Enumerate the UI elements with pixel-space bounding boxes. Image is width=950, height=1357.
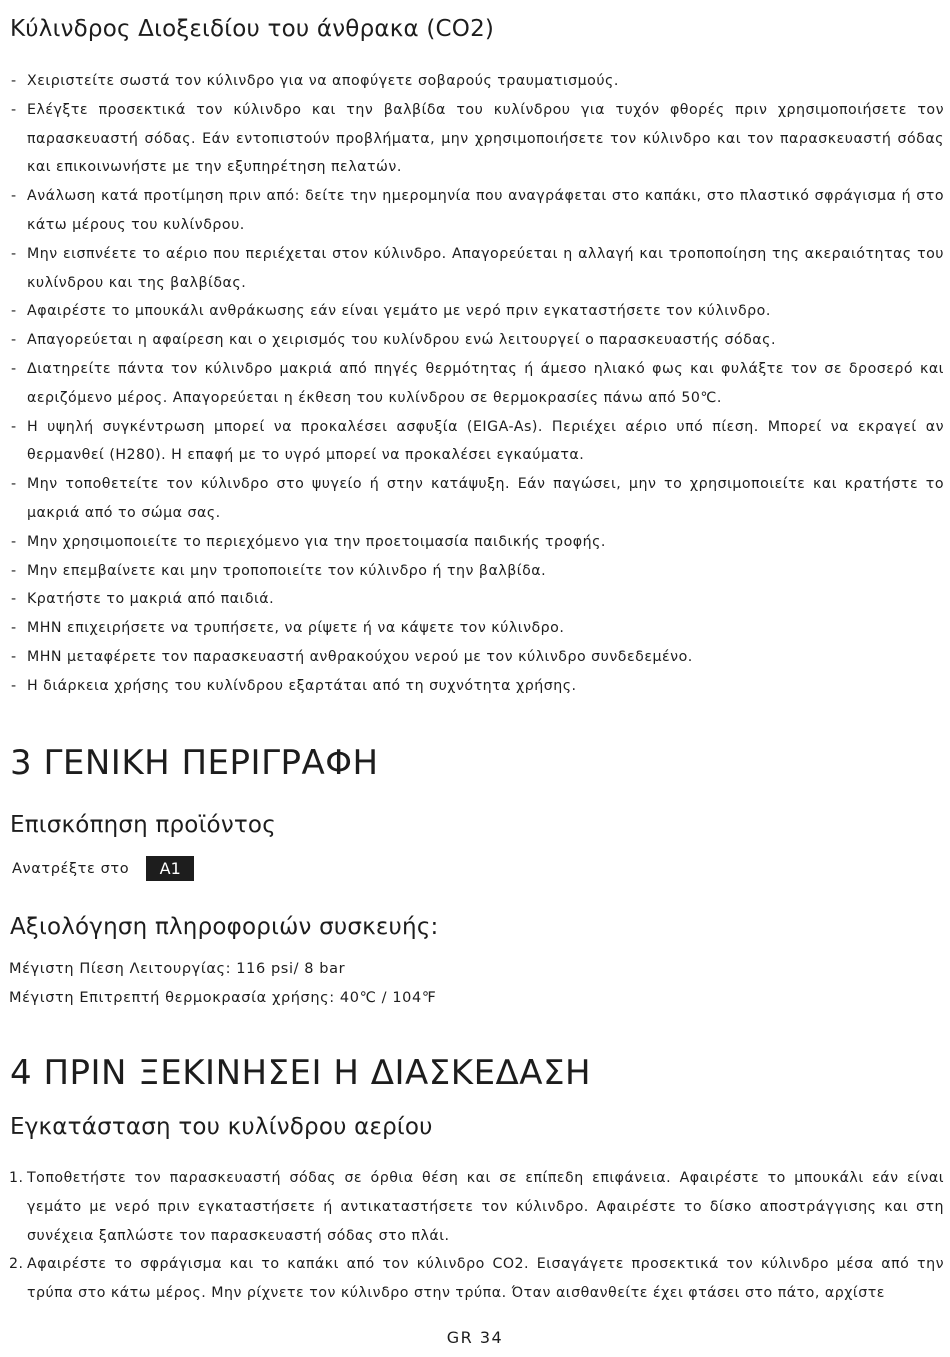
list-item: - Διατηρείτε πάντα τον κύλινδρο μακριά από πηγές θερμότητας ή άμεσο ηλιακό φως και φυλάξτε τον σε δροσερό και αεριζόμενο μέρος. Απαγορεύεται η έκθεση του κυλίνδρου σε θερμοκρασίες πάνω από 50℃. bbox=[10, 355, 944, 413]
spec-max-pressure: Μέγιστη Πίεση Λειτουργίας: 116 psi/ 8 bar bbox=[9, 961, 346, 977]
cylinder-safety-list bbox=[10, 67, 944, 701]
list-item: - Μην επεμβαίνετε και μην τροποποιείτε τον κύλινδρο ή την βαλβίδα. bbox=[10, 557, 944, 586]
refer-label: Ανατρέξτε στο bbox=[12, 860, 130, 877]
list-item: - Απαγορεύεται η αφαίρεση και ο χειρισμός του κυλίνδρου ενώ λειτουργεί ο παρασκευαστής σόδας. bbox=[10, 326, 944, 355]
step-text: Τοποθετήστε τον παρασκευαστή σόδας σε όρθια θέση και σε επίπεδη επιφάνεια. Αφαιρέστε το μπουκάλι εάν είναι γεμάτο με νερό πριν εγκαταστήσετε ή αντικαταστήσετε τον κύλινδρο. Αφαιρέστε το δίσκο αποστράγγισης και στη συνέχεια ξαπλώστε τον παρασκευαστή σόδας στο πλάι. bbox=[27, 1170, 944, 1244]
install-cylinder-title: Εγκατάσταση του κυλίνδρου αερίου bbox=[10, 1114, 433, 1140]
list-item: - Ελέγξτε προσεκτικά τον κύλινδρο και την βαλβίδα του κυλίνδρου για τυχόν φθορές πριν χρησιμοποιήσετε τον παρασκευαστή σόδας. Εάν εντοπιστούν προβλήματα, μην χρησιμοποιήσετε τον κύλινδρο και τον παρασκευαστή σόδας και επικοινωνήστε με την εξυπηρέτηση πελατών. bbox=[10, 96, 944, 182]
list-item: - Μην τοποθετείτε τον κύλινδρο στο ψυγείο ή στην κατάψυξη. Εάν παγώσει, μην το χρησιμοποιείτε και κρατήστε το μακριά από το σώμα σας. bbox=[10, 470, 944, 528]
list-item: - Μην εισπνέετε το αέριο που περιέχεται στον κύλινδρο. Απαγορεύεται η αλλαγή και τροποποίηση της ακεραιότητας του κυλίνδρου και της βαλβίδας. bbox=[10, 240, 944, 298]
refer-to-figure bbox=[12, 856, 194, 881]
list-item: - ΜΗΝ επιχειρήσετε να τρυπήσετε, να ρίψετε ή να κάψετε τον κύλινδρο. bbox=[10, 614, 944, 643]
section-4-heading: 4 ΠΡΙΝ ΞΕΚΙΝΗΣΕΙ Η ΔΙΑΣΚΕΔΑΣΗ bbox=[10, 1053, 592, 1093]
device-specs-title: Αξιολόγηση πληροφοριών συσκευής: bbox=[10, 914, 439, 940]
list-item: - Αφαιρέστε το μπουκάλι ανθράκωσης εάν είναι γεμάτο με νερό πριν εγκαταστήσετε τον κύλινδρο. bbox=[10, 297, 944, 326]
list-item: - Ανάλωση κατά προτίμηση πριν από: δείτε την ημερομηνία που αναγράφεται στο καπάκι, στο πλαστικό σφράγισμα ή στο κάτω μέρους του κυλίνδρου. bbox=[10, 182, 944, 240]
list-item: - Μην χρησιμοποιείτε το περιεχόμενο για την προετοιμασία παιδικής τροφής. bbox=[10, 528, 944, 557]
product-overview-title: Επισκόπηση προϊόντος bbox=[10, 812, 276, 838]
step-number: 2. bbox=[9, 1256, 24, 1273]
list-item: - ΜΗΝ μεταφέρετε τον παρασκευαστή ανθρακούχου νερού με τον κύλινδρο συνδεδεμένο. bbox=[10, 643, 944, 672]
spec-max-temperature: Μέγιστη Επιτρεπτή θερμοκρασία χρήσης: 40℃ / 104℉ bbox=[9, 990, 437, 1006]
install-steps-list bbox=[9, 1164, 944, 1308]
list-item: - Χειριστείτε σωστά τον κύλινδρο για να αποφύγετε σοβαρούς τραυματισμούς. bbox=[10, 67, 944, 96]
cylinder-section-title: Κύλινδρος Διοξειδίου του άνθρακα (CO2) bbox=[10, 16, 495, 42]
page-number: GR 34 bbox=[446, 1328, 504, 1347]
step-item bbox=[9, 1164, 944, 1250]
list-item: - Η υψηλή συγκέντρωση μπορεί να προκαλέσει ασφυξία (EIGA-As). Περιέχει αέριο υπό πίεση. Μπορεί να εκραγεί αν θερμανθεί (H280). Η επαφή με το υγρό μπορεί να προκαλέσει εγκαύματα. bbox=[10, 413, 944, 471]
list-item: - Η διάρκεια χρήσης του κυλίνδρου εξαρτάται από τη συχνότητα χρήσης. bbox=[10, 672, 944, 701]
list-item: - Κρατήστε το μακριά από παιδιά. bbox=[10, 585, 944, 614]
section-3-heading: 3 ΓΕΝΙΚΗ ΠΕΡΙΓΡΑΦΗ bbox=[10, 743, 379, 783]
figure-reference-badge: A1 bbox=[146, 856, 194, 881]
step-item bbox=[9, 1250, 944, 1308]
step-number: 1. bbox=[9, 1170, 24, 1186]
step-text: Αφαιρέστε το σφράγισμα και το καπάκι από τον κύλινδρο CO2. Εισαγάγετε προσεκτικά τον κύλινδρο μέσα από την τρύπα στο κάτω μέρος. Μην ρίχνετε τον κύλινδρο στην τρύπα. Όταν αισθανθείτε έχει φτάσει στο πάτο, αρχίστε bbox=[27, 1256, 944, 1302]
